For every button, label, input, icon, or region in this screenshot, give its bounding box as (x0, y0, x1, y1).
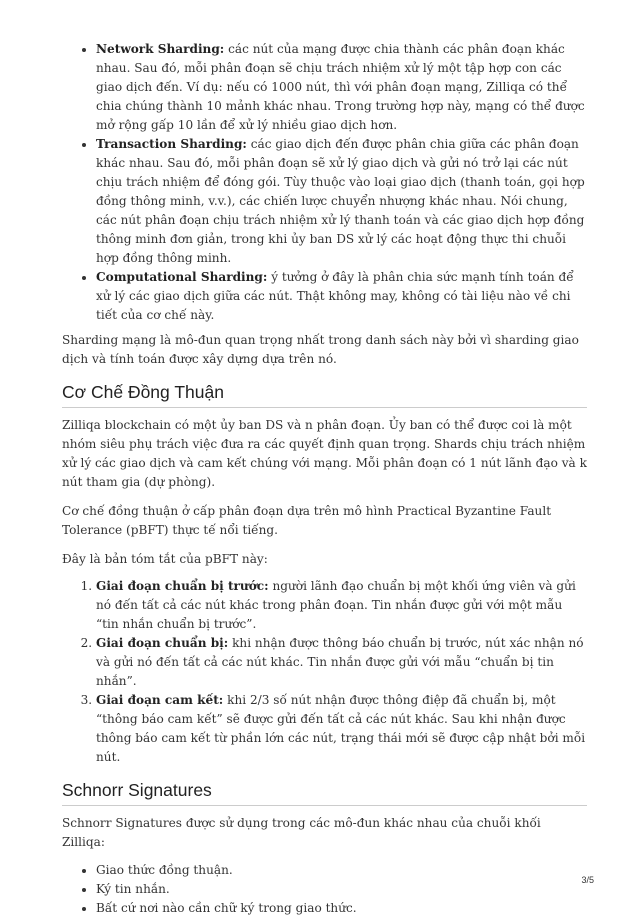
term-prepare: Giai đoạn chuẩn bị: (96, 636, 229, 650)
list-item (96, 268, 587, 325)
list-item (96, 577, 587, 634)
term-transaction-sharding: Transaction Sharding: (96, 137, 247, 151)
list-item (96, 40, 587, 135)
page-number: 3/5 (581, 875, 594, 885)
sharding-summary: Sharding mạng là mô-đun quan trọng nhất trong danh sách này bởi vì sharding giao dịch và tính toán được xây dựng dựa trên nó. (62, 333, 579, 366)
list-item-text: khi 2/3 số nút nhận được thông điệp đã chuẩn bị, một “thông báo cam kết” sẽ được gửi đến tất cả các nút khác. Sau khi nhận được thông báo cam kết từ phần lớn các nút, trạng thái mới sẽ được cập nhật bởi mỗi nút. (96, 693, 586, 764)
list-item-text: người lãnh đạo chuẩn bị một khối ứng viên và gửi nó đến tất cả các nút khác trong phân đoạn. Tin nhắn được gửi với một mẫu “tin nhắn chuẩn bị trước”. (96, 579, 576, 631)
consensus-paragraph-1: Zilliqa blockchain có một ủy ban DS và n phân đoạn. Ủy ban có thể được coi là một nhóm siêu phụ trách việc đưa ra các quyết định quan trọng. Shards chịu trách nhiệm xử lý các giao dịch và cam kết chúng với mạng. Mỗi phân đoạn có 1 nút lãnh đạo và k nút tham gia (dự phòng). (62, 418, 587, 489)
list-item: • Bất cứ nơi nào cần chữ ký trong giao thức. (96, 899, 587, 918)
term-commit: Giai đoạn cam kết: (96, 693, 224, 707)
list-item (96, 135, 587, 268)
list-item-text: ý tưởng ở đây là phân chia sức mạnh tính toán để xử lý các giao dịch giữa các nút. Thật không may, không có tài liệu nào về chi tiết của cơ chế này. (96, 270, 574, 322)
term-pre-prepare: Giai đoạn chuẩn bị trước: (96, 579, 269, 593)
schnorr-heading: Schnorr Signatures (62, 781, 587, 806)
list-item-text: các giao dịch đến được phân chia giữa các phân đoạn khác nhau. Sau đó, mỗi phân đoạn sẽ xử lý giao dịch và gửi nó trở lại các nút chịu trách nhiệm để đóng gói. Tùy thuộc vào loại giao dịch (thanh toán, gọi hợp đồng thông minh, v.v.), các chiến lược chuyển nhượng khác nhau. Nói chung, các nút phân đoạn chịu trách nhiệm xử lý thanh toán và các giao dịch hợp đồng thông minh đơn giản, trong khi ủy ban DS xử lý các hoạt động thực thi chuỗi hợp đồng thông minh. (96, 137, 585, 265)
consensus-heading: Cơ Chế Đồng Thuận (62, 383, 587, 408)
term-computational-sharding: Computational Sharding: (96, 270, 268, 284)
list-item-text: khi nhận được thông báo chuẩn bị trước, nút xác nhận nó và gửi nó đến tất cả các nút khác. Tin nhắn được gửi với mẫu “chuẩn bị tin nhắn”. (96, 636, 584, 688)
schnorr-uses-list (62, 861, 587, 918)
term-network-sharding: Network Sharding: (96, 42, 225, 56)
sharding-types-list (62, 40, 587, 325)
list-item: • Giao thức đồng thuận. (96, 861, 587, 880)
list-item (96, 691, 587, 767)
document-page (62, 40, 587, 918)
schnorr-paragraph: Schnorr Signatures được sử dụng trong các mô-đun khác nhau của chuỗi khối Zilliqa: (62, 816, 541, 849)
list-item-text: các nút của mạng được chia thành các phân đoạn khác nhau. Sau đó, mỗi phân đoạn sẽ chịu trách nhiệm xử lý một tập hợp con các giao dịch đến. Ví dụ: nếu có 1000 nút, thì với phân đoạn mạng, Zilliqa có thể chia chúng thành 10 mảnh khác nhau. Trong trường hợp này, mạng có thể được mở rộng gấp 10 lần để xử lý nhiều giao dịch hơn. (96, 42, 585, 132)
consensus-paragraph-2: Cơ chế đồng thuận ở cấp phân đoạn dựa trên mô hình Practical Byzantine Fault Tolerance (pBFT) thực tế nổi tiếng. (62, 504, 552, 537)
pbft-steps-list (62, 577, 587, 767)
list-item (96, 634, 587, 691)
list-item: • Ký tin nhắn. (96, 880, 587, 899)
consensus-paragraph-3: Đây là bản tóm tắt của pBFT này: (62, 552, 268, 566)
